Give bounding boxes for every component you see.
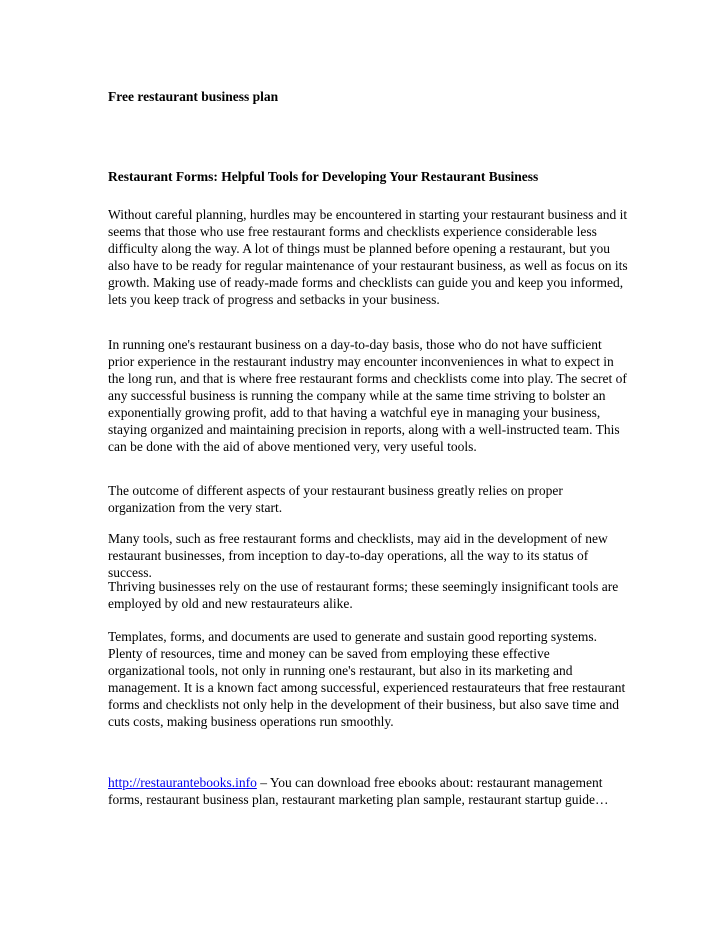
paragraph-templates: Templates, forms, and documents are used to generate and sustain good reporting systems. Plenty of resources, time and money can be saved from employing these effective organizational tools, not only in running one's restaurant, but also in its marketing and management. It is a known fact among successful, experienced restaurateurs that free restaurant forms and checklists not only help in the development of their business, but also save time and cuts costs, making business operations run smoothly. bbox=[108, 629, 626, 729]
restaurantebooks-link[interactable]: http://restaurantebooks.info bbox=[108, 775, 257, 790]
paragraph-development-tools: Many tools, such as free restaurant forms and checklists, may aid in the development of new restaurant businesses, from inception to day-to-day operations, all the way to its status of success. bbox=[108, 531, 608, 580]
paragraph-thriving-businesses: Thriving businesses rely on the use of restaurant forms; these seemingly insignificant tools are employed by old and new restaurateurs alike. bbox=[108, 579, 619, 611]
paragraph-organization: The outcome of different aspects of your restaurant business greatly relies on proper organization from the very start. bbox=[108, 483, 563, 515]
paragraph-planning: Without careful planning, hurdles may be encountered in starting your restaurant business and it seems that those who use free restaurant forms and checklists experience considerable less difficulty along the way. A lot of things must be planned before opening a restaurant, but you also have to be ready for regular maintenance of your restaurant business, as well as focus on its growth. Making use of ready-made forms and checklists can guide you and keep you informed, lets you keep track of progress and setbacks in your business. bbox=[108, 207, 628, 307]
footer-paragraph bbox=[108, 774, 628, 808]
footer-description: – You can download free ebooks about: restaurant management forms, restaurant business plan, restaurant marketing plan sample, restaurant startup guide… bbox=[108, 775, 609, 807]
section-heading: Restaurant Forms: Helpful Tools for Developing Your Restaurant Business bbox=[108, 169, 539, 184]
paragraph-daily-operations: In running one's restaurant business on a day-to-day basis, those who do not have sufficient prior experience in the restaurant industry may encounter inconveniences in what to expect in the long run, and that is where free restaurant forms and checklists come into play. The secret of any successful business is running the company while at the same time striving to bolster an exponentially growing profit, add to that having a watchful eye in managing your business, staying organized and maintaining precision in reports, along with a well-instructed team. This can be done with the aid of above mentioned very, very useful tools. bbox=[108, 337, 627, 454]
document-title: Free restaurant business plan bbox=[108, 89, 279, 104]
